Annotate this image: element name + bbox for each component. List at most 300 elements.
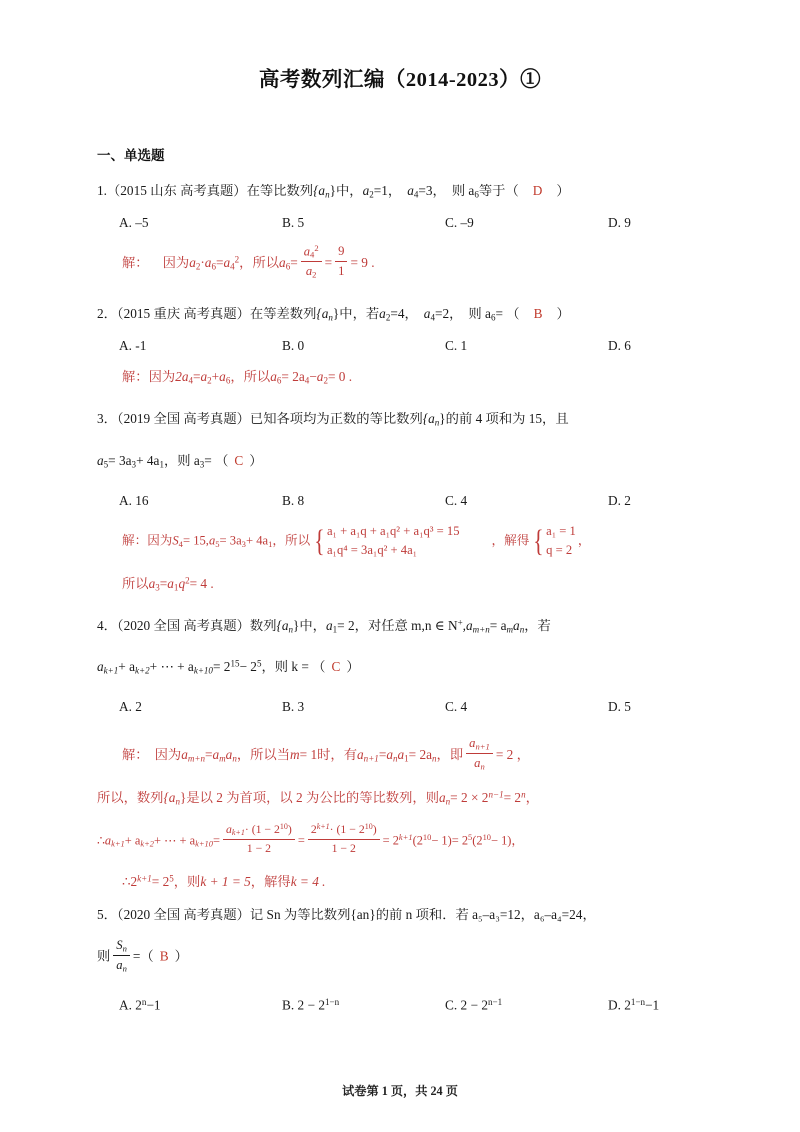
q4-l3-f2-rest: · (1 − 2	[329, 823, 365, 836]
q4-sol-eq3: = 2a	[408, 746, 433, 762]
q4-l2-eq: = 2	[212, 659, 231, 675]
q1-seq-sub: n	[325, 189, 330, 200]
question-3-stem-line2	[97, 451, 710, 472]
q3-last-pre: 所以	[122, 575, 149, 591]
question-3-solution-line2	[97, 574, 710, 595]
q1-sol-therefore: 所以	[252, 254, 280, 270]
q4-l2s-an-sub: n	[445, 797, 451, 807]
q2-sol-r1-sub: 2	[207, 375, 212, 386]
q4-l2s-mid: }是以 2 为首项，以 2 为公比的等比数列，则	[179, 790, 439, 806]
q2-sol-because: 因为	[148, 369, 176, 385]
option-b[interactable]	[282, 215, 445, 231]
option-b[interactable]	[282, 493, 445, 509]
q1-sol-fraction-2	[335, 242, 347, 281]
q3-l2-lhs-sub: 5	[103, 459, 109, 470]
questions-container	[0, 164, 800, 1014]
q1-g2-sub: 4	[413, 189, 419, 200]
option-a-label: A.	[119, 492, 132, 508]
q1-frac1-den-sub: 2	[312, 269, 317, 280]
question-2-options	[97, 338, 710, 354]
question-1-number: 1	[97, 183, 104, 198]
question-1-answer: D	[532, 183, 543, 198]
question-3-source: （2019 全国 高考真题）	[116, 411, 250, 427]
q3-sol-s4-sub: 4	[178, 538, 183, 549]
q4-l2-sup2: 5	[256, 658, 262, 669]
option-d-text: 5	[624, 698, 631, 714]
q4-l4-comma2: ，解得	[250, 874, 291, 890]
q4-l3-sup3: k+1	[398, 831, 413, 842]
q4-l3-t1: a	[104, 832, 112, 847]
q1-g1-var: a	[362, 183, 370, 198]
q4-l3-f1-sup: 10	[279, 821, 288, 831]
q4-sol-ana: a	[386, 746, 393, 762]
q1-g1-sub: 2	[369, 189, 374, 200]
q4-l3-paren2-tail: − 1)	[490, 832, 512, 847]
q4-sol-comma2: ，	[436, 746, 450, 762]
q4-l3-f1-rest: · (1 − 2	[244, 822, 280, 836]
option-c[interactable]	[445, 493, 608, 509]
option-a-tail: −1	[146, 997, 161, 1013]
q4-l3-f2-sup2: 10	[364, 822, 373, 831]
q4-l2-dots: + ⋯ + a	[149, 659, 194, 675]
option-b[interactable]	[282, 699, 445, 715]
q1-ask-tail: 等于（	[478, 183, 519, 198]
q4-l3-f1-a: a	[225, 822, 232, 836]
question-3-options	[97, 493, 710, 509]
q4-l2s-tail: ，	[525, 790, 539, 806]
q4-rel-a2-sub: n	[519, 624, 525, 635]
q1-sol-a6: a	[204, 254, 212, 270]
q3-sys-row2: a₁q⁴ = 3a₁q² + 4a₁	[326, 543, 418, 558]
q4-frac-den-sub: n	[480, 761, 485, 772]
q2-sol-minus: −	[309, 369, 317, 385]
q3-sol-a5-eq: = 3a	[219, 532, 242, 547]
q4-rel-eq-sub: m	[506, 624, 514, 635]
q2-g1-sub: 2	[385, 313, 391, 324]
q3-l2-plus: + 4a	[136, 452, 160, 468]
q4-sol-a1: a	[397, 746, 405, 762]
q4-sol-ana-sub: n	[392, 753, 398, 764]
q3-last-q-sup: 2	[185, 575, 190, 586]
option-b-label: B.	[282, 214, 295, 230]
q4-rel-a2: a	[513, 617, 520, 633]
q4-l3-paren-tail: − 1)	[431, 832, 452, 847]
q1-g1-val: =1，	[373, 183, 402, 198]
q2-sol-eq: =	[193, 369, 201, 385]
option-b-base: 2 − 2	[297, 997, 325, 1013]
q2-sol-last: a	[316, 369, 324, 385]
q4-l2s-seq-sub: n	[175, 797, 180, 807]
q3-seq: {a	[422, 411, 435, 427]
q4-l2s-eq: = 2 × 2	[450, 790, 489, 806]
q1-sol-res-var: a	[279, 254, 286, 270]
page-footer: 试卷第 1 页，共 24 页	[342, 1084, 458, 1098]
question-5-number: 5	[97, 907, 104, 923]
q1-frac2-num: 9	[338, 244, 345, 259]
option-a-text: -1	[135, 338, 147, 354]
question-3-answer: C	[234, 452, 244, 468]
q4-l2s-sup: n−1	[488, 789, 504, 800]
q4-l3-f2-den: 1 − 2	[308, 839, 380, 858]
q1-frac1-num-var: a	[303, 243, 311, 258]
q4-l3-eq4: = 2	[451, 832, 469, 847]
q4-l2-tail: ，则 k = （	[261, 659, 326, 675]
q2-sol-r2-sub: 6	[225, 375, 231, 386]
option-c-label: C.	[445, 214, 458, 230]
q4-l3-f2-a: 2	[310, 823, 317, 836]
q1-sol-a6-sub: 6	[211, 261, 216, 272]
q3-sol-row2: q = 2	[546, 543, 573, 558]
q3-sol-s4: S	[172, 532, 179, 547]
q4-l3-t1-sub: k+1	[111, 838, 125, 849]
q4-close: ）	[346, 659, 360, 675]
question-5-stem-line2	[97, 938, 710, 977]
question-5-options	[97, 997, 710, 1014]
q2-seq-sub: n	[328, 313, 333, 324]
q3-l2-ask-sub: 3	[199, 459, 205, 470]
q4-l3-sup5: 5	[468, 831, 473, 842]
q2-g1-val: =4，	[390, 306, 418, 322]
option-d[interactable]	[608, 699, 631, 715]
question-4-options	[97, 699, 710, 715]
q1-ask-sub: 6	[474, 189, 479, 200]
option-d-label: D.	[608, 492, 621, 508]
q1-sol-tail: = 9 .	[350, 254, 375, 270]
q3-last-a3-sub: 3	[155, 582, 160, 593]
option-d-tail: −1	[645, 997, 660, 1013]
question-4-solution-line3	[97, 823, 710, 860]
option-d[interactable]	[608, 338, 631, 354]
q3-sol-a5-eq-sub: 3	[241, 538, 246, 549]
q4-sol-ie: 即	[449, 746, 464, 762]
q4-rel-sub: m+n	[472, 624, 490, 635]
question-1-stem: 1.（2015 山东 高考真题）在等比数列$\{a_n\}$中，$a_2=1$， $a_4=3$， 则 $a_6$等于（ D ）	[97, 183, 570, 200]
q4-sol-an-sub: n	[232, 753, 237, 764]
q4-l2-t1-sub: k+1	[103, 665, 119, 676]
q3-seq-sub: n	[434, 417, 440, 428]
q3-last-expr-sub: 1	[173, 582, 179, 593]
question-4-answer: C	[331, 659, 341, 675]
option-d-text: 9	[624, 214, 631, 230]
q1-seq: {a	[313, 183, 326, 198]
q5-line1: 记 Sn 为等比数列{an}的前 n 项和．若 a₅–a₃=12，a₆–a₄=24，	[249, 907, 596, 923]
q3-sol-a5-plus-sub: 1	[268, 538, 273, 549]
q4-l3-f2-close: )	[372, 823, 377, 836]
option-c[interactable]	[445, 699, 608, 715]
q1-g2-var: a	[407, 183, 414, 198]
q2-close: ）	[556, 306, 570, 322]
q3-sol-a5-sub: 5	[215, 538, 220, 549]
q4-l3-f1-den: 1 − 2	[223, 839, 295, 858]
option-a[interactable]	[119, 493, 282, 509]
q1-sol-dot: ·	[200, 254, 205, 270]
q4-frac-den: a	[474, 756, 481, 771]
q2-stem-pre: 在等差数列	[249, 306, 317, 322]
q4-l3-sup6: 10	[482, 831, 491, 842]
q4-l2-t3-sub: k+10	[193, 665, 213, 676]
q3-equation-system: { a₁ + a₁q + a₁q² + a₁q³ = 15 a₁q⁴ = 3a₁q² + 4a₁	[312, 522, 459, 561]
question-5-source: （2020 全国 高考真题）	[116, 907, 250, 923]
q1-close: ）	[556, 183, 570, 198]
q2-sol-prefix: 解：	[122, 369, 149, 385]
q1-sol-fraction-1	[301, 242, 322, 282]
q4-l2-t2-sub: k+2	[135, 665, 150, 676]
q4-l3-dots: + ⋯ + a	[153, 832, 196, 847]
q3-line1: 已知各项均为正数的等比数列	[249, 411, 423, 427]
q2-g2-var: a	[423, 306, 431, 322]
q3-sys-row1: a₁ + a₁q + a₁q² + a₁q³ = 15	[326, 523, 460, 538]
question-2-stem: 2．（2015 重庆 高考真题）在等差数列$\{a_n\}$中，若$a_2=4$， $a_4=2$， 则 $a_6=$ （ B ）	[97, 306, 570, 324]
q4-l2s-sup2: n	[521, 789, 526, 800]
q1-sol-a2: a	[189, 254, 196, 270]
q2-sol-res-sub: 6	[276, 375, 282, 386]
q4-l3-eq2: =	[297, 832, 305, 847]
q2-g2-sub: 4	[430, 313, 435, 324]
q5-frac-num-sub: n	[122, 943, 127, 954]
q4-sol-an: a	[225, 746, 233, 762]
q3-close: ）	[249, 452, 263, 468]
option-a[interactable]	[119, 338, 282, 354]
q4-l4-lead: ∴	[122, 874, 131, 890]
q2-seq: {a	[316, 306, 329, 322]
q4-a1-eq: = 2，	[337, 617, 368, 633]
q2-sol-r2: a	[219, 369, 226, 385]
option-d-text: 2	[624, 492, 631, 508]
q2-g2-val: =2，	[434, 306, 463, 322]
q4-l3-sup4: 10	[422, 831, 432, 842]
q2-g1-var: a	[379, 306, 386, 322]
q4-sol-am: a	[212, 746, 220, 762]
q4-l3-p1: + a	[124, 832, 141, 847]
q2-sol-last-sub: 2	[323, 375, 328, 386]
q4-line1-tail: ，若	[524, 617, 551, 633]
option-d-sup: 1−n	[630, 997, 646, 1008]
option-c[interactable]	[445, 215, 608, 231]
option-b-label: B.	[282, 698, 295, 714]
q3-sol-tail: ，	[577, 532, 591, 547]
option-d-text: 6	[624, 338, 631, 354]
q4-l3-t2-sub: k+2	[140, 838, 154, 849]
question-5-stem-line1: 5．（2020 全国 高考真题）记 Sn 为等比数列{an}的前 n 项和．若 a₅–a₃=12，a₆–a₄=24，	[97, 907, 596, 923]
q3-l2-ask-tail: = （	[204, 452, 229, 468]
q2-sol-res-eq-sub: 4	[304, 375, 310, 386]
q4-l3-f2-sup: k+1	[316, 822, 330, 831]
option-d-base: 2	[624, 997, 631, 1013]
option-a-label: A.	[119, 214, 132, 230]
option-b-text: 8	[297, 492, 305, 508]
option-a-text: 2	[135, 698, 142, 714]
q4-l3-fraction-2	[308, 821, 380, 857]
q3-last-q: q	[178, 575, 186, 591]
q4-sol-m-eq: = 1时，	[299, 746, 344, 762]
question-1-solution	[97, 244, 710, 284]
option-b-text: 5	[297, 214, 305, 230]
q4-forall-sup: +	[457, 617, 463, 628]
q4-l4-base: 2	[130, 874, 138, 890]
q4-sol-ratio-fraction	[466, 734, 493, 774]
q3-last-a3: a	[148, 575, 156, 591]
q2-sol-r1: a	[200, 369, 208, 385]
q1-frac1-den-var: a	[305, 264, 313, 279]
q4-l2-t1: a	[97, 659, 104, 675]
q2-sol-lhs-sub: 4	[188, 375, 193, 386]
q4-seq: {a	[276, 617, 289, 633]
option-d-label: D.	[608, 338, 621, 354]
q1-frac1-num-sub: 4	[310, 249, 315, 260]
question-4-solution-line4	[97, 872, 710, 892]
option-a-text: 16	[135, 492, 149, 508]
q1-ask: 则 a	[451, 183, 475, 198]
option-c-text: 4	[460, 698, 468, 714]
section-heading: 一、单选题	[97, 148, 165, 163]
q4-l2s-seq: {a	[163, 790, 176, 806]
q4-l4-eq: = 2	[151, 874, 170, 890]
option-a[interactable]	[119, 215, 282, 231]
q1-sol-because: 因为	[162, 254, 190, 270]
option-c-text: –9	[460, 214, 474, 230]
q2-stem-mid: }中，若	[332, 306, 380, 322]
q4-l4-k: k + 1 = 5	[200, 874, 251, 890]
q4-l3-paren: (2	[412, 832, 423, 847]
question-3-number: 3	[97, 411, 104, 427]
q4-sol-eq: =	[204, 746, 213, 762]
q1-sol-a2-sub: 2	[195, 261, 201, 272]
q4-sol-prefix: 解：	[122, 746, 149, 762]
q3-l2-comma: ，则 a	[163, 452, 200, 468]
q5-close: ）	[174, 948, 188, 964]
option-b[interactable]	[282, 997, 445, 1014]
q3-sol-a5-plus: + 4a	[245, 532, 269, 547]
option-c-label: C.	[445, 338, 458, 354]
q1-sol-mid-eq: =	[324, 254, 333, 270]
option-a[interactable]	[119, 997, 282, 1014]
q1-stem-mid: }中，	[329, 183, 363, 198]
option-c-label: C.	[445, 997, 458, 1013]
option-c-label: C.	[445, 492, 458, 508]
q3-sol-a5: a	[208, 532, 216, 547]
q4-line1-pre: 数列	[249, 617, 277, 633]
option-a-text: –5	[135, 214, 149, 230]
q1-g2-val: =3，	[418, 183, 446, 198]
q2-sol-lhs: 2a	[175, 369, 189, 385]
option-c-text: 4	[460, 492, 468, 508]
option-d[interactable]	[608, 493, 631, 509]
q4-l2-minus: − 2	[239, 659, 257, 675]
option-c[interactable]	[445, 338, 608, 354]
option-a-label: A.	[119, 698, 132, 714]
q1-sol-res-sub: 6	[285, 261, 291, 272]
q2-ask-tail: = （	[495, 306, 520, 322]
question-1-source: （2015 山东 高考真题）	[106, 183, 247, 198]
q3-last-eq: =	[159, 575, 168, 591]
q3-l2-eq-sub: 3	[131, 459, 137, 470]
question-2-answer: B	[533, 306, 543, 322]
question-5-answer: B	[159, 948, 169, 964]
q3-solution-system: { a₁ = 1 q = 2	[531, 522, 576, 561]
q2-sol-res-eq: = 2a	[281, 369, 305, 385]
option-c-label: C.	[445, 698, 458, 714]
q3-sol-s4-eq: = 15,	[182, 532, 209, 547]
option-d[interactable]	[608, 997, 659, 1014]
question-2-number: 2	[97, 306, 104, 322]
q5-sn-an-fraction	[113, 936, 130, 975]
option-b-sup: 1−n	[324, 997, 340, 1008]
q4-frac-num: a	[469, 735, 476, 750]
option-c-base: 2 − 2	[460, 997, 488, 1013]
q3-l2-lhs: a	[97, 452, 104, 468]
option-d-label: D.	[608, 214, 621, 230]
q4-a1-sub: 1	[332, 624, 338, 635]
q4-l3-fraction-1	[223, 821, 295, 858]
option-a[interactable]	[119, 699, 282, 715]
q5-l2-pre: 则	[97, 948, 111, 964]
q5-frac-den-sub: n	[122, 962, 127, 973]
option-a-label: A.	[119, 997, 132, 1013]
question-1-options	[97, 215, 710, 231]
question-2-source: （2015 重庆 高考真题）	[116, 306, 250, 322]
question-4-stem-line1: 4．（2020 全国 高考真题）数列$\{a_n\}$中，$a_1= 2$，对任意 m,n ∈ $N^+,a_{m+n}= a_ma_n$，若	[97, 617, 551, 635]
q4-sol-an1-sub: n+1	[363, 753, 379, 764]
q4-sol-m: m	[290, 746, 300, 762]
q4-sol-amn-sub: m+n	[187, 753, 205, 764]
q1-sol-a4-sub: 4	[230, 261, 235, 272]
question-4-solution-line1	[97, 736, 710, 776]
option-b[interactable]	[282, 338, 445, 354]
option-b-label: B.	[282, 338, 295, 354]
q4-sol-an1: a	[357, 746, 364, 762]
q3-solve-label: ，解得	[491, 532, 530, 547]
q5-l2-eq: =（	[132, 948, 154, 964]
question-4-stem-line2	[97, 657, 710, 678]
q4-l4-comma: ，则	[173, 874, 201, 890]
q4-line1-mid: }中，	[293, 617, 326, 633]
q5-frac-num: S	[116, 937, 123, 952]
q4-l2-p1: + a	[118, 659, 136, 675]
option-b-text: 0	[297, 338, 305, 354]
question-4-source: （2020 全国 高考真题）	[116, 617, 250, 633]
q4-l3-t3-sub: k+10	[195, 838, 213, 849]
q4-sol-amn: a	[181, 746, 188, 762]
q2-sol-therefore: 所以	[243, 369, 271, 385]
option-c-text: 1	[460, 338, 468, 354]
q4-frac-num-sub: n+1	[475, 741, 490, 752]
option-c[interactable]	[445, 997, 608, 1014]
q4-sol-so: 所以当	[250, 746, 291, 762]
q1-sol-eq: =	[215, 254, 224, 270]
q2-ask: 则 a	[468, 306, 491, 322]
q4-seq-sub: n	[288, 624, 293, 635]
q4-sol-a1-sub: 1	[404, 753, 409, 764]
q1-frac2-den: 1	[335, 261, 347, 281]
q4-a1: a	[325, 617, 333, 633]
q3-l2-eq: = 3a	[108, 452, 132, 468]
q4-l4-sup: k+1	[137, 873, 152, 884]
q3-sol-prefix: 解：因为	[122, 532, 173, 547]
q4-l3-paren2: (2	[472, 832, 483, 847]
q3-line1-tail: }的前 4 项和为 15，且	[439, 411, 569, 427]
page-title: 高考数列汇编（2014-2023）①	[258, 69, 542, 91]
option-b-label: B.	[282, 492, 295, 508]
q4-forall: 对任意 m,n ∈ N	[367, 617, 458, 633]
q4-l2s-pre: 所以，数列	[97, 790, 164, 806]
option-d[interactable]	[608, 215, 631, 231]
q4-sol-because: 因为	[154, 746, 182, 762]
q4-sol-l1-tail: = 2 ，	[495, 746, 530, 762]
option-a-label: A.	[119, 338, 132, 354]
q4-l2s-an: a	[439, 790, 446, 806]
question-4-number: 4	[97, 617, 104, 633]
q4-l2s-eq2: = 2	[503, 790, 522, 806]
